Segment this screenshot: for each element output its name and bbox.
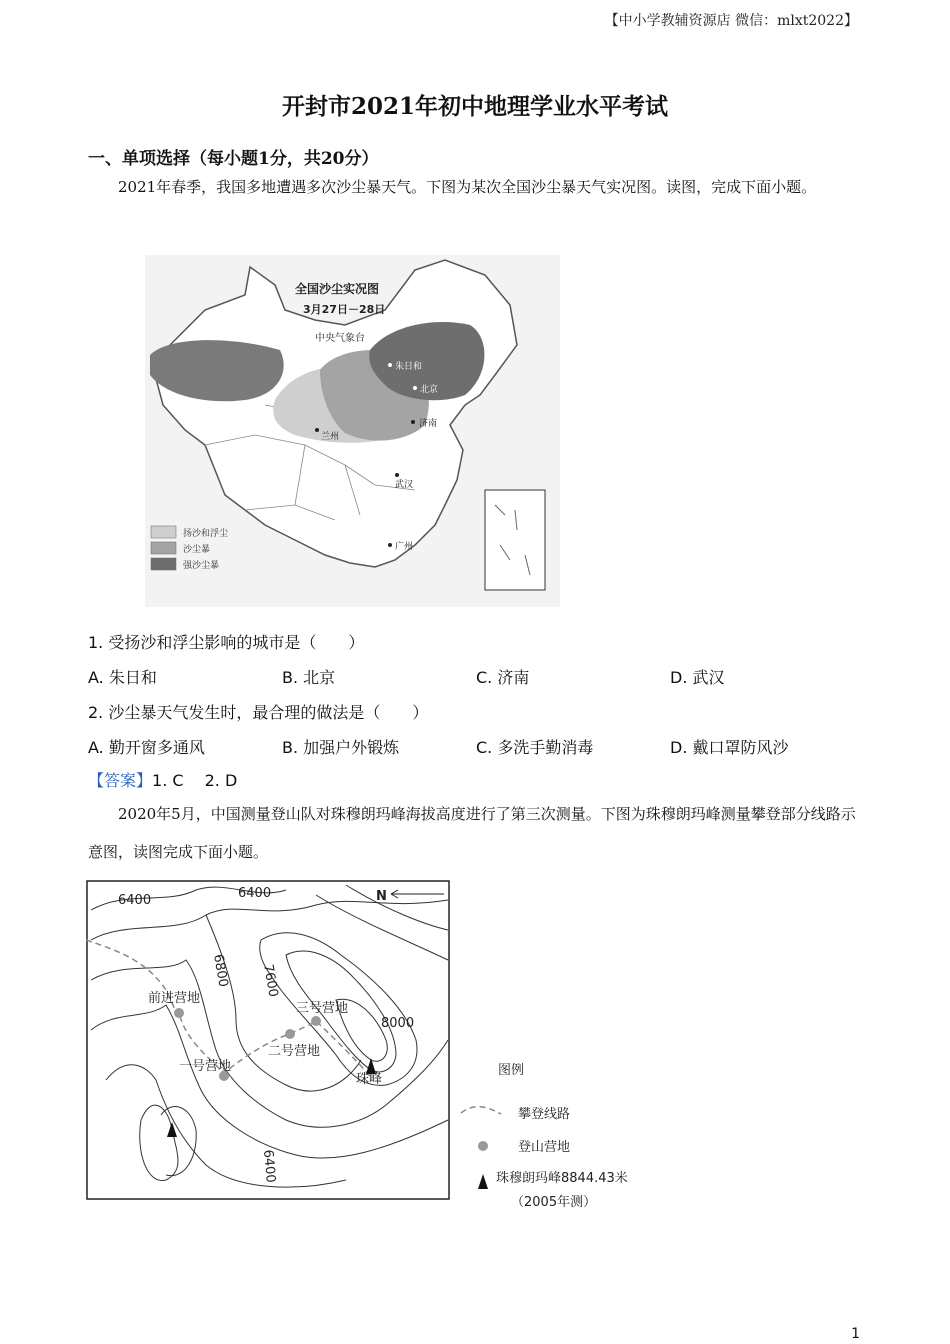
q2-option-d: D. 戴口罩防风沙	[670, 738, 789, 757]
question-1	[88, 630, 364, 653]
contour-label-6800: 6800	[210, 953, 231, 989]
section-heading: 一、单项选择（每小题1分，共20分）	[88, 149, 379, 169]
answer-tag: 【答案】	[88, 771, 153, 790]
legend-light-dust: 扬沙和浮尘	[183, 529, 229, 539]
question-1-text: 受扬沙和浮尘影响的城市是（ ）	[108, 633, 365, 652]
header-note: 【中小学教辅资源店 微信：mlxt2022】	[604, 13, 858, 29]
q2-option-a: A. 勤开窗多通风	[88, 738, 205, 757]
city-jinan: 济南	[419, 419, 438, 429]
everest-contour-map	[86, 880, 456, 1202]
page-number: 1	[851, 1326, 860, 1342]
camp-1-label: 一号营地	[179, 1059, 232, 1074]
legend-peak-note: （2005年测）	[511, 1195, 597, 1210]
contour-label-8000: 8000	[381, 1016, 415, 1031]
north-label: N	[376, 889, 387, 904]
q2-option-c: C. 多洗手勤消毒	[476, 738, 594, 757]
camp-3-label: 三号营地	[296, 1001, 349, 1016]
map1-title: 全国沙尘实况图	[295, 282, 380, 296]
legend-camp: 登山营地	[518, 1140, 571, 1155]
legend-peak: 珠穆朗玛峰8844.43米	[496, 1171, 628, 1186]
legend-title: 图例	[498, 1063, 525, 1078]
q1-option-c: C. 济南	[476, 668, 530, 687]
contour-map-legend	[456, 1058, 676, 1218]
answer-line	[88, 768, 237, 791]
legend-route: 攀登线路	[518, 1107, 571, 1122]
answer-text: 1. C 2. D	[152, 771, 238, 790]
camp-2-marker	[285, 1029, 295, 1039]
question-1-number: 1.	[88, 633, 109, 652]
q1-option-b: B. 北京	[282, 668, 336, 687]
legend-strong-dust-storm: 强沙尘暴	[183, 561, 220, 571]
contour-label-6400-b: 6400	[238, 886, 272, 901]
map1-date: 3月27日－28日	[303, 303, 386, 316]
q1-option-d: D. 武汉	[670, 668, 725, 687]
camp-forward-label: 前进营地	[148, 991, 201, 1006]
question-2-number: 2.	[88, 703, 109, 722]
city-wuhan: 武汉	[395, 480, 414, 490]
map1-source: 中央气象台	[315, 333, 365, 344]
city-lanzhou: 兰州	[321, 432, 340, 442]
contour-label-6400-c: 6400	[260, 1149, 278, 1184]
camp-2-label: 二号营地	[268, 1044, 321, 1059]
camp-legend-icon	[478, 1141, 488, 1151]
legend-dust-storm: 沙尘暴	[183, 545, 211, 555]
question-2	[88, 700, 428, 723]
intro-paragraph-2: 2020年5月，中国测量登山队对珠穆朗玛峰海拔高度进行了第三次测量。下图为珠穆朗玛峰测量攀登部分线路示意图，读图完成下面小题。	[88, 805, 856, 861]
contour-label-6400-a: 6400	[118, 893, 152, 908]
city-zhurihe: 朱日和	[395, 362, 423, 372]
route-legend-icon	[461, 1107, 501, 1114]
contour-label-7600: 7600	[260, 963, 281, 999]
camp-3-marker	[311, 1016, 321, 1026]
city-guangzhou: 广州	[395, 542, 414, 552]
peak-legend-icon	[478, 1174, 488, 1189]
camp-forward-marker	[174, 1008, 184, 1018]
city-beijing: 北京	[420, 385, 439, 395]
dust-weather-map	[145, 255, 560, 607]
intro-paragraph-1: 2021年春季，我国多地遭遇多次沙尘暴天气。下图为某次全国沙尘暴天气实况图。读图，完成下面小题。	[118, 178, 817, 196]
page-title: 开封市2021年初中地理学业水平考试	[281, 93, 668, 120]
question-2-text: 沙尘暴天气发生时，最合理的做法是（ ）	[108, 703, 429, 722]
q2-option-b: B. 加强户外锻炼	[282, 738, 400, 757]
q1-option-a: A. 朱日和	[88, 668, 157, 687]
peak-label: 珠峰	[356, 1072, 383, 1087]
